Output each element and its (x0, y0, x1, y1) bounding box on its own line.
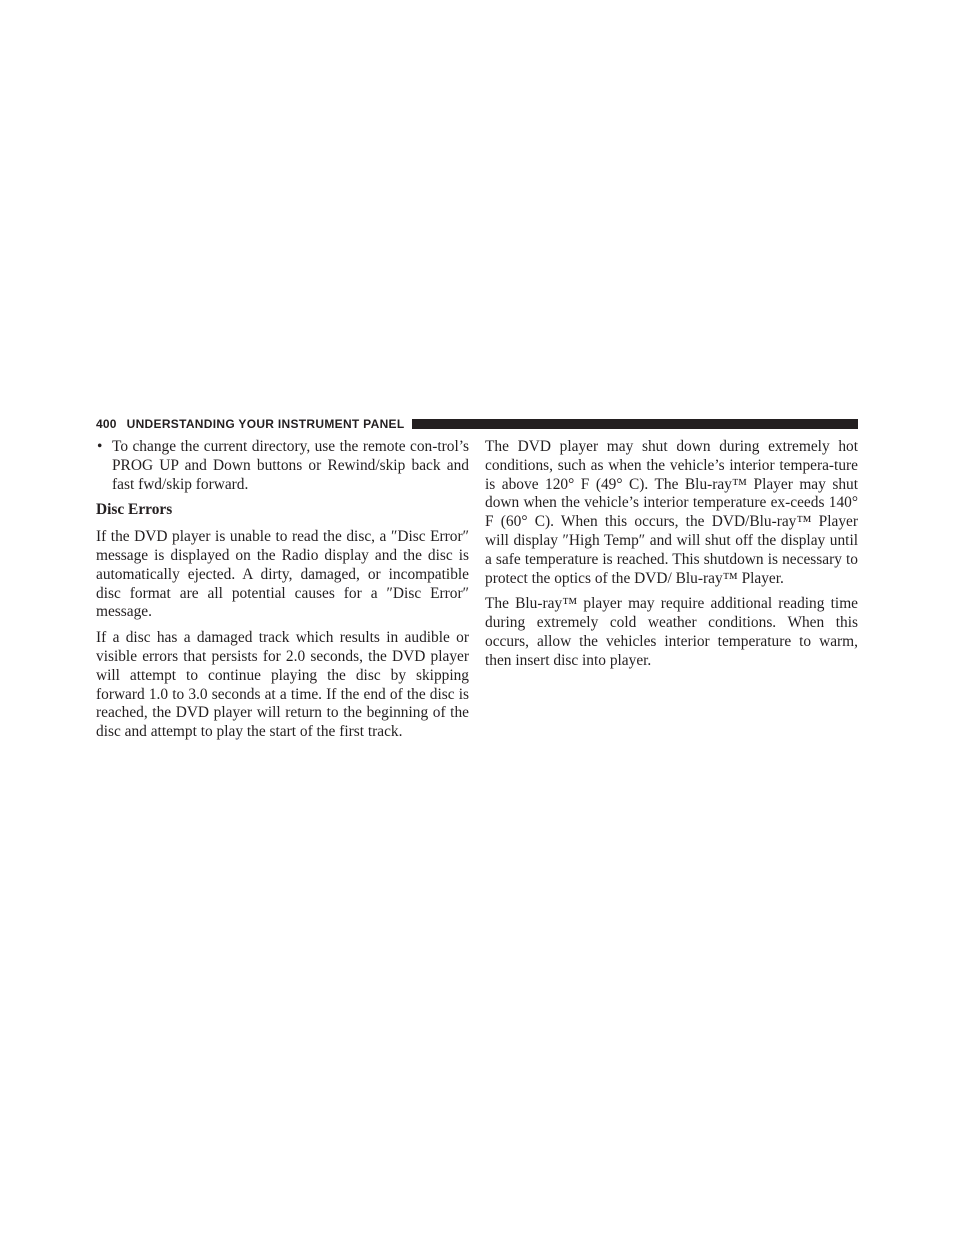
paragraph-disc-error-message: If the DVD player is unable to read the disc, a ″Disc Error″ message is displayed on the Radio display and the disc is automatically ejected. A dirty, damaged, or incompatible disc format are all potential causes for a ″Disc Error″ message. (96, 528, 469, 621)
bullet-icon: • (97, 438, 103, 455)
header-rule-bar (412, 419, 858, 429)
paragraph-damaged-track: If a disc has a damaged track which results in audible or visible errors that persists for 2.0 seconds, the DVD player will attempt to continue playing the disc by skipping forward 1.0 to 3.0 seconds at a time. If the end of the disc is reached, the DVD player will return to the beginning of the disc and attempt to play the start of the first track. (96, 629, 469, 741)
section-title: UNDERSTANDING YOUR INSTRUMENT PANEL (126, 417, 405, 431)
page-header (96, 416, 858, 432)
paragraph-hot-conditions: The DVD player may shut down during extremely hot conditions, such as when the vehicle’s interior tempera-ture is above 120° F (49° C). The Blu-ray™ Player may shut down when the vehicle’s interior temperature ex-ceeds 140° F (60° C). When this occurs, the DVD/Blu-ray™ Player will display ″High Temp″ and will shut off the display until a safe temperature is reached. This shutdown is necessary to protect the optics of the DVD/ Blu-ray™ Player. (485, 438, 858, 587)
left-column (96, 438, 469, 749)
bullet-text: To change the current directory, use the remote con-trol’s PROG UP and Down buttons or Rewind/skip back and fast fwd/skip forward. (112, 438, 469, 493)
bullet-item (96, 438, 469, 494)
right-column (485, 438, 858, 678)
subheading-disc-errors: Disc Errors (96, 501, 173, 519)
page-number: 400 (96, 417, 117, 431)
paragraph-cold-conditions: The Blu-ray™ player may require additional reading time during extremely cold weather conditions. When this occurs, allow the vehicles interior temperature to warm, then insert disc into player. (485, 595, 858, 669)
